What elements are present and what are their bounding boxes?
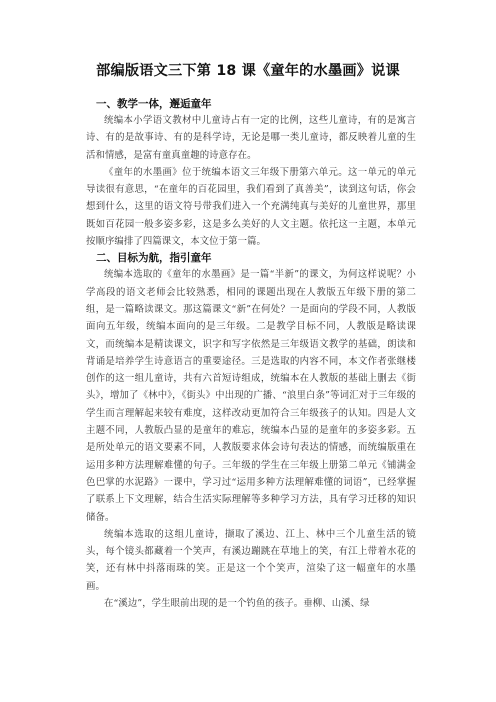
section-heading: 二、目标为航，指引童年 (96, 252, 212, 265)
document-body (86, 96, 416, 612)
document-title: 部编版语文三下第 18 课《童年的水墨画》说课 (96, 63, 400, 79)
paragraph: 统编本选取的《童年的水墨画》是一篇“半新”的课文，为何这样说呢？小学高段的语文老师会比较熟悉，相同的课题出现在人教版五年级下册的第二组，是一篇略读课文。那这篇课文“新”在何处？一是面向的学段不同，人教版面向五年级，统编本面向的是三年级。二是教学目标不同，人教版是略读课文，而统编本是精读课文，识字和写字依然是三年级语文教学的基础，朗读和背诵是培养学生诗意语言的重要途径。三是选取的内容不同，本文作者张继楼创作的这一组儿童诗，共有六首短诗组成，统编本在人教版的基础上删去《街头》，增加了《林中》，《街头》中出现的广播、“浪里白条”等词汇对于三年级的学生而言理解起来较有难度，这样改动更加符合三年级孩子的认知。四是人文主题不同，人教版凸显的是童年的难忘，统编本凸显的是童年的多姿多彩。五是所处单元的语文要素不同，人教版要求体会诗句表达的情感，而统编版重在运用多种方法理解难懂的句子。三年级的学生在三年级上册第二单元《铺满金色巴掌的水泥路》一课中，学习过“运用多种方法理解难懂的词语”，已经掌握了联系上下文理解，结合生活实际理解等多种学习方法，具有学习迁移的知识储备。 (86, 269, 416, 523)
section-1 (86, 96, 416, 250)
section-2 (86, 250, 416, 612)
section-heading: 一、教学一体，邂逅童年 (96, 98, 212, 110)
paragraph: 统编本选取的这组儿童诗，撷取了溪边、江上、林中三个儿童生活的镜头，每个镜头都藏着一个笑声，有溪边蹦跳在草地上的笑，有江上带着水花的笑，还有林中抖落雨珠的笑。正是这一个个笑声，渲染了这一幅童年的水墨画。 (86, 528, 416, 592)
paragraph: 《童年的水墨画》位于统编本语文三年级下册第六单元。这一单元的单元导读很有意思，“在童年的百花园里，我们看到了真善美”，读到这句话，你会想到什么，这里的语文符号带我们进入一个充满纯真与美好的儿童世界，那里既如百花园一般多姿多彩，这是多么美好的人文主题。依托这一主题，本单元按顺序编排了四篇课文，本文位于第一篇。 (86, 166, 416, 248)
paragraph: 在“溪边”，学生眼前出现的是一个钓鱼的孩子。垂柳、山溪、绿 (104, 598, 370, 610)
paragraph: 统编本小学语文教材中儿童诗占有一定的比例，这些儿童诗，有的是寓言诗、有的是故事诗、有的是科学诗，无论是哪一类儿童诗，都反映着儿童的生活和情感，是富有童真童趣的诗意存在。 (86, 115, 416, 161)
